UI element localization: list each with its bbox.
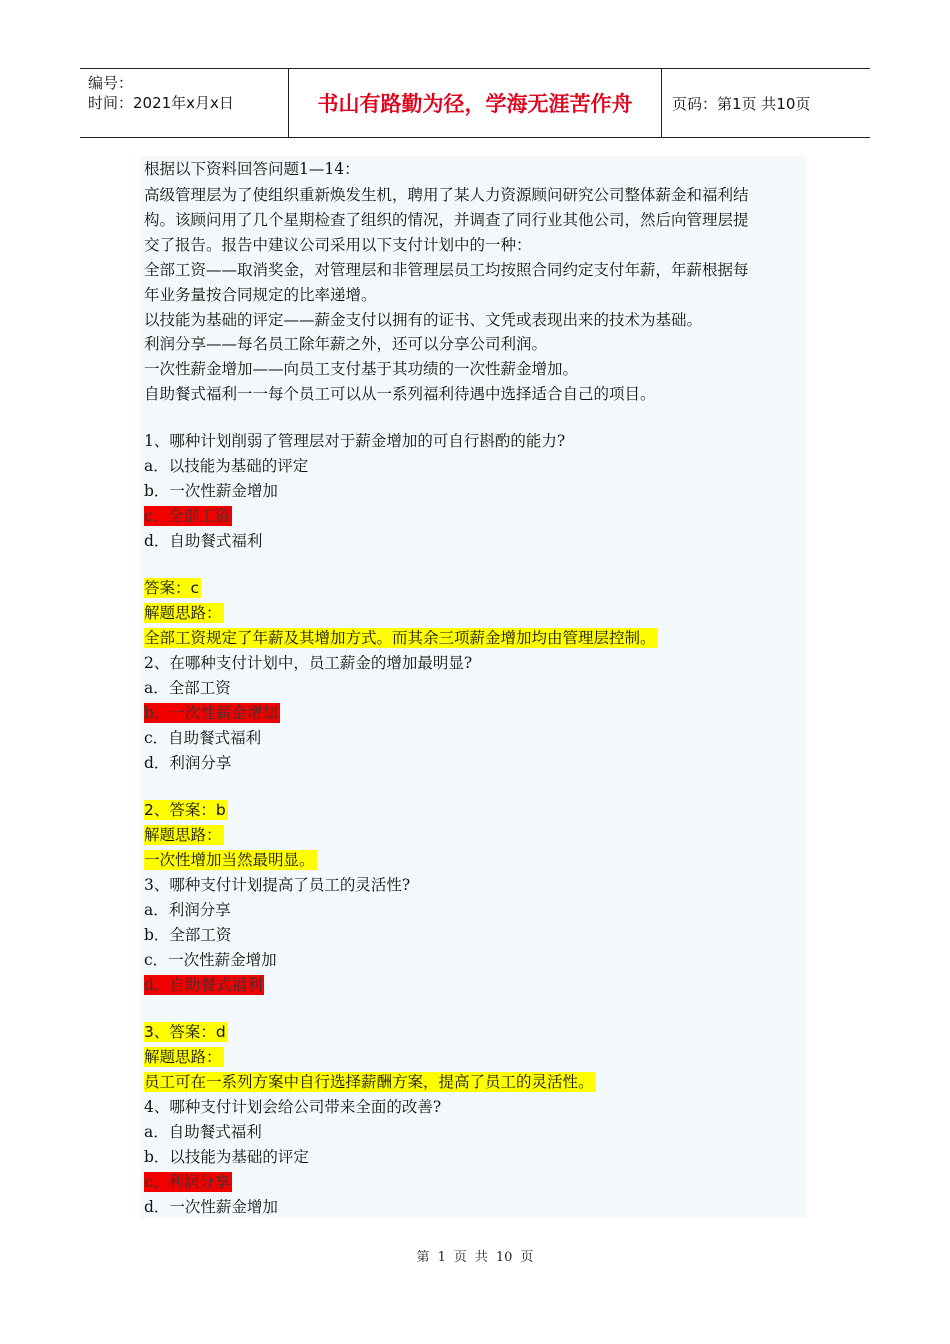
q2-option-d: d．利润分享 [144, 754, 232, 772]
header-page-info: 页码：第1页 共10页 [672, 94, 811, 113]
question-1: 1、哪种计划削弱了管理层对于薪金增加的可自行斟酌的能力? [144, 432, 566, 450]
date-label: 时间：2021年x月x日 [88, 94, 234, 112]
q2-option-a: a．全部工资 [144, 679, 231, 697]
q2-answer [144, 799, 228, 821]
intro-paragraph-line: 高级管理层为了使组织重新焕发生机，聘用了某人力资源顾问研究公司整体薪金和福利结 [144, 186, 749, 204]
plan-skill-based: 以技能为基础的评定——薪金支付以拥有的证书、文凭或表现出来的技术为基础。 [144, 311, 703, 329]
footer-gong: 共 [474, 1250, 488, 1265]
intro-lead: 根据以下资料回答问题1—14： [144, 160, 360, 178]
q2-explanation-text: 一次性增加当然最明显。 [144, 851, 315, 869]
footer-total-pages: 10 [495, 1250, 513, 1265]
question-3: 3、哪种支付计划提高了员工的灵活性? [144, 876, 411, 894]
q4-option-d: d．一次性薪金增加 [144, 1198, 278, 1216]
plan-lump-sum: 一次性薪金增加——向员工支付基于其功绩的一次性薪金增加。 [144, 360, 579, 378]
q3-hint-label [144, 1046, 224, 1068]
footer-ye2: 页 [520, 1250, 534, 1265]
document-header [80, 68, 870, 138]
q3-option-d [144, 974, 264, 996]
q2-hint-text: 解题思路： [144, 826, 222, 844]
q1-option-d: d．自助餐式福利 [144, 532, 263, 550]
q3-hint-text: 解题思路： [144, 1048, 222, 1066]
question-4: 4、哪种支付计划会给公司带来全面的改善? [144, 1098, 442, 1116]
plan-profit-sharing: 利润分享——每名员工除年薪之外，还可以分享公司利润。 [144, 335, 548, 353]
number-label: 编号： [88, 74, 134, 92]
q1-option-b: b．一次性薪金增加 [144, 482, 278, 500]
q2-answer-text: 2、答案：b [144, 801, 226, 819]
q2-explanation [144, 849, 317, 871]
q1-option-c [144, 505, 232, 527]
page-footer [0, 1246, 950, 1265]
plan-cafeteria: 自助餐式福利一一每个员工可以从一系列福利待遇中选择适合自己的项目。 [144, 385, 656, 403]
q1-option-a: a．以技能为基础的评定 [144, 457, 309, 475]
q3-option-a: a．利润分享 [144, 901, 231, 919]
q3-explanation [144, 1071, 596, 1093]
q4-correct-option: c、利润分享 [144, 1173, 231, 1191]
q3-option-b: b．全部工资 [144, 926, 232, 944]
plan-full-salary: 全部工资——取消奖金，对管理层和非管理层员工均按照合同约定支付年薪，年薪根据每 [144, 261, 749, 279]
plan-full-salary-cont: 年业务量按合同规定的比率递增。 [144, 286, 377, 304]
q1-answer-text: 答案：c [144, 579, 200, 597]
q1-explanation [144, 627, 658, 649]
q1-explanation-text: 全部工资规定了年薪及其增加方式。而其余三项薪金增加均由管理层控制。 [144, 629, 656, 647]
q2-correct-option: b．一次性薪金增加 [144, 704, 278, 722]
document-body [140, 156, 806, 1218]
q4-option-a: a．自助餐式福利 [144, 1123, 262, 1141]
q2-hint-label [144, 824, 224, 846]
q3-answer [144, 1021, 228, 1043]
q1-answer [144, 577, 201, 599]
intro-paragraph-line: 交了报告。报告中建议公司采用以下支付计划中的一种： [144, 236, 532, 254]
intro-paragraph-line: 构。该顾问用了几个星期检查了组织的情况，并调查了同行业其他公司，然后向管理层提 [144, 211, 749, 229]
q1-correct-option: c．全部工资 [144, 507, 231, 525]
header-meta [80, 69, 289, 137]
question-2: 2、在哪种支付计划中，员工薪金的增加最明显? [144, 654, 473, 672]
q1-hint-text: 解题思路： [144, 604, 222, 622]
footer-page-number: 1 [437, 1250, 446, 1265]
footer-ye: 页 [453, 1250, 467, 1265]
q2-option-c: c．自助餐式福利 [144, 729, 262, 747]
q3-answer-text: 3、答案：d [144, 1023, 226, 1041]
q3-correct-option: d．自助餐式福利 [144, 976, 263, 994]
header-motto: 书山有路勤为径，学海无涯苦作舟 [289, 69, 662, 137]
q2-option-b [144, 702, 280, 724]
q4-option-c [144, 1171, 232, 1193]
q1-hint-label [144, 602, 224, 624]
q3-explanation-text: 员工可在一系列方案中自行选择薪酬方案，提高了员工的灵活性。 [144, 1073, 594, 1091]
q4-option-b: b．以技能为基础的评定 [144, 1148, 309, 1166]
footer-di: 第 [416, 1250, 430, 1265]
q3-option-c: c．一次性薪金增加 [144, 951, 277, 969]
